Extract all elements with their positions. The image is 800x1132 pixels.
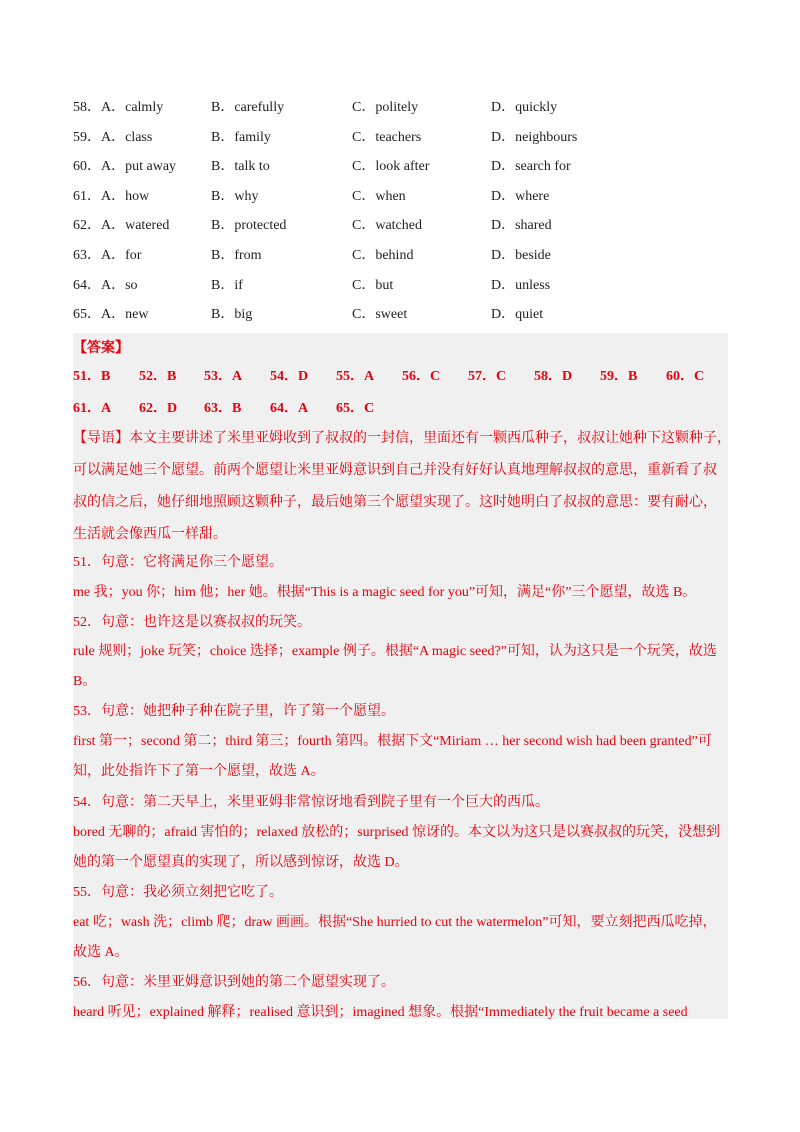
- option-d: D．neighbours: [491, 129, 578, 145]
- option-b: B．from: [211, 247, 262, 263]
- answer-item: 59．B: [600, 369, 638, 384]
- explanation-line: heard 听见；explained 解释；realised 意识到；imagined 想象。根据“Immediately the fruit became a seed: [73, 1005, 688, 1020]
- answer-item: 55．A: [336, 369, 375, 384]
- option-c: C．look after: [352, 159, 430, 175]
- explanation-line: rule 规则；joke 玩笑；choice 选择；example 例子。根据“A magic seed?”可知，认为这只是一个玩笑，故选: [73, 644, 717, 659]
- explanation-line: 53．句意：她把种子种在院子里，许了第一个愿望。: [73, 704, 395, 719]
- question-row: [73, 93, 733, 123]
- option-a: 61．A．how: [73, 188, 150, 204]
- explanation-line: 52．句意：也许这是以赛叔叔的玩笑。: [73, 615, 311, 630]
- option-a: 58．A．calmly: [73, 100, 164, 115]
- explanation-line: 56．句意：米里亚姆意识到她的第二个愿望实现了。: [73, 975, 395, 990]
- answer-item: 65．C: [336, 401, 375, 416]
- option-b: B．protected: [211, 218, 287, 234]
- explanation-line: 51．句意：它将满足你三个愿望。: [73, 555, 283, 570]
- option-d: D．search for: [491, 159, 571, 175]
- guide-line: 【导语】本文主要讲述了米里亚姆收到了叔叔的一封信，里面还有一颗西瓜种子，叔叔让她种下这颗种子，: [73, 431, 731, 446]
- answer-item: 56．C: [402, 369, 441, 384]
- option-c: C．when: [352, 188, 406, 204]
- option-c: C．watched: [352, 218, 422, 234]
- question-row: [73, 211, 733, 241]
- explanation-line: eat 吃；wash 洗；climb 爬；draw 画画。根据“She hurried to cut the watermelon”可知，要立刻把西瓜吃掉，: [73, 915, 717, 930]
- guide-line: 叔的信之后，她仔细地照顾这颗种子，最后她第三个愿望实现了。这时她明白了叔叔的意思：要有耐心，: [73, 495, 717, 510]
- option-b: B．if: [211, 277, 243, 293]
- option-b: B．carefully: [211, 100, 285, 115]
- answer-item: 63．B: [204, 401, 242, 416]
- option-d: D．quickly: [491, 100, 558, 115]
- explanation-line: 55．句意：我必须立刻把它吃了。: [73, 885, 283, 900]
- explanation-line: bored 无聊的；afraid 害怕的；relaxed 放松的；surprised 惊讶的。本文以为这只是以赛叔叔的玩笑，没想到: [73, 825, 721, 840]
- question-row: [73, 300, 733, 330]
- option-b: B．big: [211, 307, 253, 323]
- option-a: 64．A．so: [73, 277, 138, 293]
- option-c: C．but: [352, 277, 394, 293]
- explanation-line: 故选 A。: [73, 945, 129, 960]
- option-b: B．why: [211, 188, 259, 204]
- answer-item: 52．B: [139, 369, 177, 384]
- question-row: [73, 152, 733, 182]
- option-c: C．politely: [352, 100, 419, 115]
- answer-item: 53．A: [204, 369, 243, 384]
- explanation-line: 她的第一个愿望真的实现了，所以感到惊讶，故选 D。: [73, 855, 409, 870]
- explanation-line: 知，此处指许下了第一个愿望，故选 A。: [73, 764, 325, 779]
- answer-item: 64．A: [270, 401, 309, 416]
- answer-item: 62．D: [139, 401, 178, 416]
- option-b: B．family: [211, 129, 271, 145]
- explanation-line: first 第一；second 第二；third 第三；fourth 第四。根据下文“Miriam … her second wish had been granted”可: [73, 734, 712, 749]
- option-c: C．behind: [352, 247, 414, 263]
- answer-item: 51．B: [73, 369, 111, 384]
- answer-key-row: [73, 365, 728, 395]
- question-options: [73, 93, 733, 330]
- option-b: B．talk to: [211, 159, 270, 175]
- option-d: D．unless: [491, 277, 551, 293]
- option-d: D．beside: [491, 247, 551, 263]
- guide-line: 生活就会像西瓜一样甜。: [73, 527, 227, 542]
- question-row: [73, 241, 733, 271]
- option-a: 60．A．put away: [73, 159, 177, 175]
- answer-item: 57．C: [468, 369, 507, 384]
- answer-item: 60．C: [666, 369, 705, 384]
- question-row: [73, 182, 733, 212]
- option-a: 65．A．new: [73, 307, 149, 323]
- option-c: C．teachers: [352, 129, 422, 145]
- question-row: [73, 123, 733, 153]
- answer-item: 54．D: [270, 369, 309, 384]
- option-a: 59．A．class: [73, 129, 153, 145]
- question-row: [73, 271, 733, 301]
- answer-panel: [73, 333, 731, 1020]
- option-a: 63．A．for: [73, 247, 142, 263]
- option-c: C．sweet: [352, 307, 408, 323]
- answer-item: 61．A: [73, 401, 112, 416]
- option-d: D．quiet: [491, 307, 544, 323]
- option-a: 62．A．watered: [73, 218, 170, 234]
- option-d: D．shared: [491, 218, 552, 234]
- answer-key-row: [73, 397, 728, 427]
- explanation-line: B。: [73, 674, 97, 689]
- guide-line: 可以满足她三个愿望。前两个愿望让米里亚姆意识到自己并没有好好认真地理解叔叔的意思，重新看了叔: [73, 463, 717, 478]
- option-d: D．where: [491, 188, 550, 204]
- answer-item: 58．D: [534, 369, 573, 384]
- explanation-line: me 我；you 你；him 他；her 她。根据“This is a magic seed for you”可知，满足“你”三个愿望，故选 B。: [73, 585, 697, 600]
- answer-heading: 【答案】: [73, 341, 129, 356]
- explanation-line: 54．句意：第二天早上，米里亚姆非常惊讶地看到院子里有一个巨大的西瓜。: [73, 795, 549, 810]
